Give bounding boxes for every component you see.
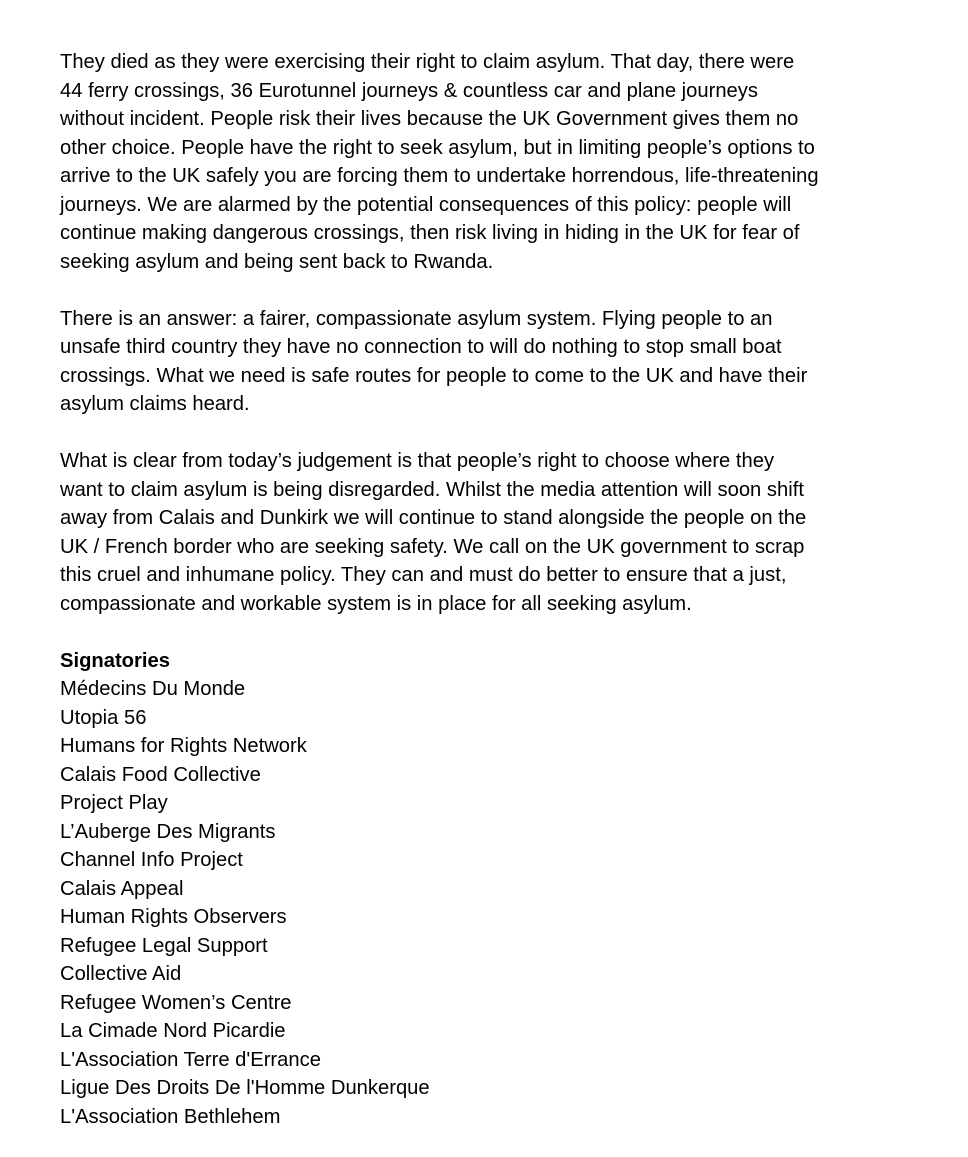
signatories-heading: Signatories bbox=[60, 649, 170, 672]
signatory-item: Utopia 56 bbox=[60, 706, 147, 729]
text-line: away from Calais and Dunkirk we will continue to stand alongside the people on the bbox=[60, 507, 807, 529]
signatory-item: Médecins Du Monde bbox=[60, 678, 246, 700]
text-line: crossings. What we need is safe routes for people to come to the UK and have their bbox=[60, 364, 808, 387]
signatory-item: Collective Aid bbox=[60, 963, 182, 985]
text-line: want to claim asylum is being disregarded. Whilst the media attention will soon shift bbox=[60, 478, 804, 501]
text-line: seeking asylum and being sent back to Rwanda. bbox=[60, 250, 494, 273]
signatory-item: Channel Info Project bbox=[60, 849, 243, 871]
text-line: journeys. We are alarmed by the potential consequences of this policy: people will bbox=[60, 193, 792, 216]
paragraph-1 bbox=[60, 48, 940, 276]
signatory-item: La Cimade Nord Picardie bbox=[60, 1020, 286, 1042]
signatory-item: L'Association Bethlehem bbox=[60, 1105, 281, 1128]
paragraph-2 bbox=[60, 305, 940, 419]
signatory-item: Refugee Legal Support bbox=[60, 934, 268, 957]
text-line: They died as they were exercising their right to claim asylum. That day, there were bbox=[60, 51, 795, 73]
text-line: this cruel and inhumane policy. They can and must do better to ensure that a just, bbox=[60, 564, 787, 586]
text-line: UK / French border who are seeking safety. We call on the UK government to scrap bbox=[60, 535, 805, 558]
paragraph-3 bbox=[60, 447, 940, 618]
document-body bbox=[60, 48, 940, 1131]
text-line: compassionate and workable system is in place for all seeking asylum. bbox=[60, 592, 692, 615]
signatories-section bbox=[60, 647, 940, 1132]
text-line: unsafe third country they have no connection to will do nothing to stop small boat bbox=[60, 336, 782, 358]
text-line: without incident. People risk their lives because the UK Government gives them no bbox=[60, 108, 799, 130]
text-line: other choice. People have the right to seek asylum, but in limiting people’s options to bbox=[60, 136, 815, 159]
signatory-item: L'Association Terre d'Errance bbox=[60, 1048, 321, 1071]
signatory-item: Human Rights Observers bbox=[60, 906, 287, 928]
signatory-item: Ligue Des Droits De l'Homme Dunkerque bbox=[60, 1077, 430, 1099]
text-line: 44 ferry crossings, 36 Eurotunnel journeys & countless car and plane journeys bbox=[60, 79, 758, 102]
signatory-item: Refugee Women’s Centre bbox=[60, 991, 292, 1014]
signatories-list bbox=[60, 675, 940, 1131]
signatory-item: Calais Food Collective bbox=[60, 763, 261, 786]
signatory-item: L’Auberge Des Migrants bbox=[60, 820, 276, 843]
signatory-item: Humans for Rights Network bbox=[60, 735, 307, 757]
text-line: arrive to the UK safely you are forcing them to undertake horrendous, life-threatening bbox=[60, 165, 819, 187]
signatory-item: Calais Appeal bbox=[60, 877, 184, 900]
text-line: What is clear from today’s judgement is that people’s right to choose where they bbox=[60, 450, 775, 472]
text-line: continue making dangerous crossings, then risk living in hiding in the UK for fear of bbox=[60, 222, 800, 244]
text-line: There is an answer: a fairer, compassionate asylum system. Flying people to an bbox=[60, 307, 773, 330]
text-line: asylum claims heard. bbox=[60, 393, 250, 415]
signatory-item: Project Play bbox=[60, 792, 168, 814]
